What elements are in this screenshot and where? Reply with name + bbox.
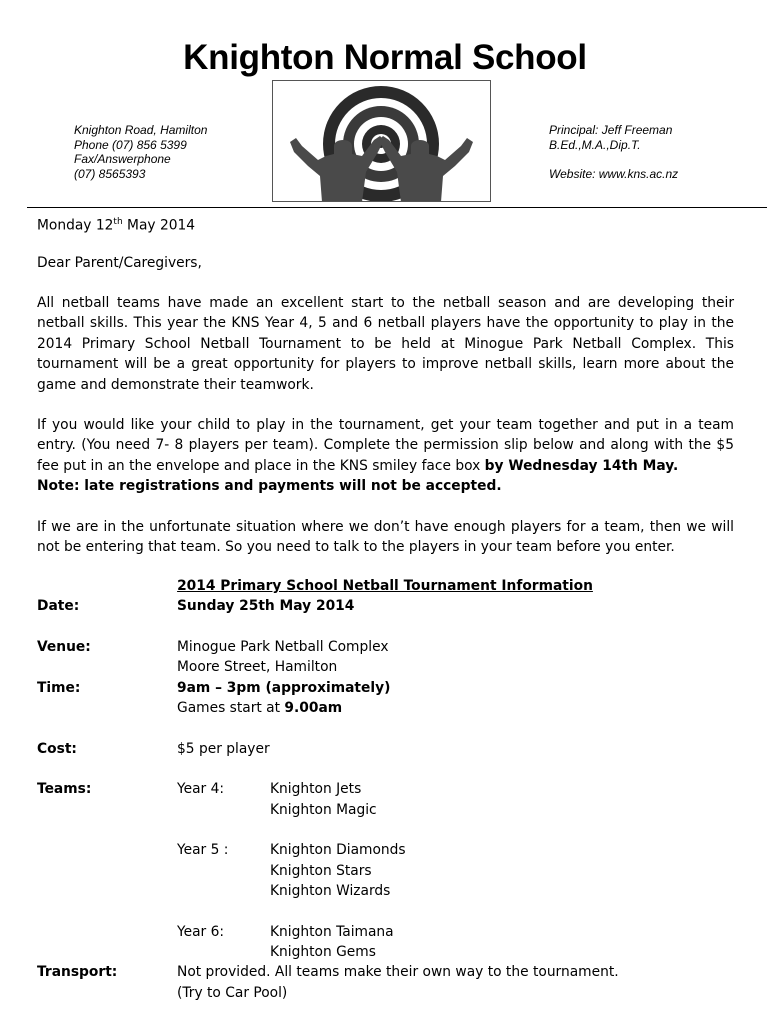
principal-info <box>549 123 678 181</box>
date-text: Monday 12 <box>37 217 114 234</box>
time-label: Time: <box>37 680 81 696</box>
date-superscript: th <box>113 217 123 227</box>
info-heading <box>0 578 770 594</box>
address-line: Knighton Road, Hamilton <box>74 123 208 137</box>
info-heading-text: 2014 Primary School Netball Tournament Information <box>177 578 593 594</box>
team-name: Knighton Stars <box>270 863 372 879</box>
cost-value: $5 per player <box>177 741 270 757</box>
venue-line-1: Minogue Park Netball Complex <box>177 639 389 655</box>
year6-label: Year 6: <box>177 924 225 940</box>
paragraph-entry <box>37 415 734 497</box>
team-name: Knighton Wizards <box>270 883 391 899</box>
greeting: Dear Parent/Caregivers, <box>37 255 202 271</box>
website: Website: www.kns.ac.nz <box>549 166 679 181</box>
spacer <box>549 152 678 167</box>
school-logo <box>272 80 491 202</box>
fax-number: (07) 8565393 <box>74 166 146 181</box>
entry-deadline: by Wednesday 14th May. <box>484 457 679 474</box>
team-name: Knighton Taimana <box>270 924 394 940</box>
header-divider <box>27 207 767 208</box>
principal-name: Principal: Jeff Freeman <box>549 123 673 137</box>
phone-line: Phone (07) 856 5399 <box>74 137 187 152</box>
paragraph-intro: All netball teams have made an excellent start to the netball season and are developing their netball skills. This year the KNS Year 4, 5 and 6 netball players have the opportunity to play in the 2014 Primary School Netball Tournament to be held at Minogue Park Netball Complex. This tournament will be a great opportunity for players to improve netball skills, learn more about the game and demonstrate their teamwork. <box>37 295 734 393</box>
date-value: Sunday 25th May 2014 <box>177 598 355 614</box>
date-suffix: May 2014 <box>122 217 196 234</box>
school-name: Knighton Normal School <box>183 38 587 77</box>
team-name: Knighton Magic <box>270 802 377 818</box>
team-name: Knighton Gems <box>270 944 376 960</box>
letter-date <box>37 212 734 236</box>
entry-text: If you would like your child to play in the tournament, get your team together and put in a team entry. (You need 7- 8 players per team). Complete the permission slip below and along with the $5 fee put in an the envelope and place in the KNS smiley face box <box>37 417 734 474</box>
transport-line-2: (Try to Car Pool) <box>177 985 288 1001</box>
games-start <box>177 700 342 716</box>
paragraph-team-warning: If we are in the unfortunate situation where we don’t have enough players for a team, then we will not be entering that team. So you need to talk to the players in your team before you enter. <box>37 519 734 556</box>
transport-line-1: Not provided. All teams make their own way to the tournament. <box>177 964 619 980</box>
year4-label: Year 4: <box>177 781 225 797</box>
games-start-text: Games start at <box>177 700 285 716</box>
venue-label: Venue: <box>37 639 91 655</box>
late-note: Note: late registrations and payments will not be accepted. <box>37 478 502 495</box>
cost-label: Cost: <box>37 741 77 757</box>
team-name: Knighton Jets <box>270 781 362 797</box>
time-value: 9am – 3pm (approximately) <box>177 680 391 696</box>
principal-qualifications: B.Ed.,M.A.,Dip.T. <box>549 137 641 152</box>
games-start-time: 9.00am <box>284 700 343 716</box>
year5-label: Year 5 : <box>177 842 229 858</box>
teams-label: Teams: <box>37 781 92 797</box>
venue-line-2: Moore Street, Hamilton <box>177 659 338 675</box>
date-label: Date: <box>37 598 80 614</box>
school-address <box>74 123 207 181</box>
transport-label: Transport: <box>37 964 118 980</box>
fax-label: Fax/Answerphone <box>74 152 171 166</box>
team-name: Knighton Diamonds <box>270 842 406 858</box>
